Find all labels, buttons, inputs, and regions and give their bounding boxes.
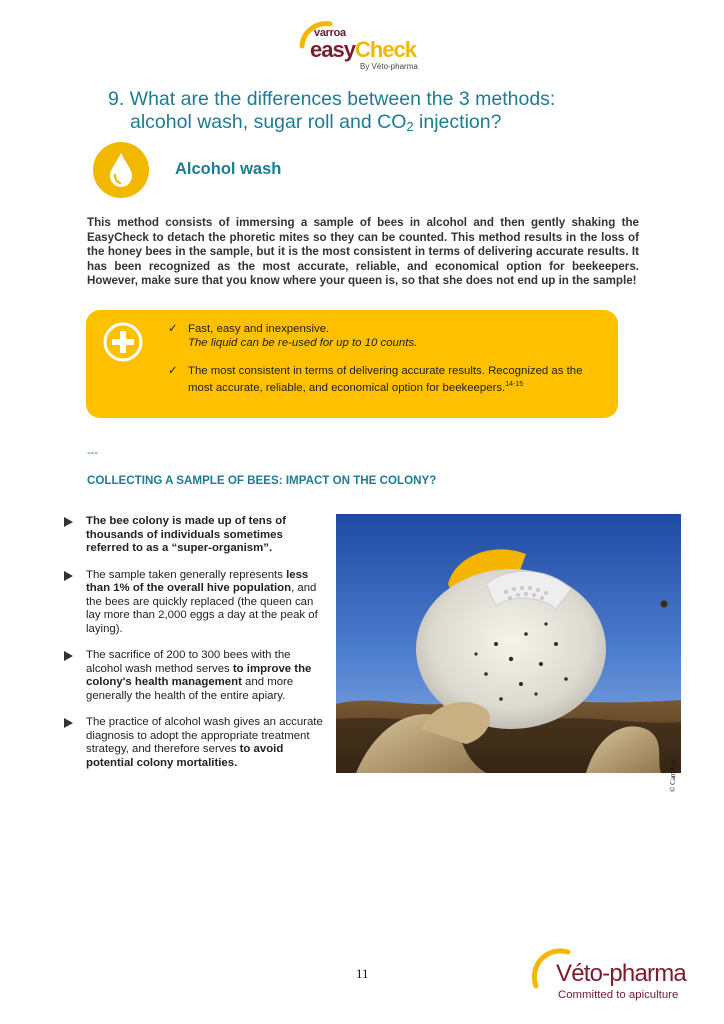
title-line-1: 9. What are the differences between the 3 methods: [108, 88, 556, 110]
list-item [64, 515, 326, 556]
easycheck-logo [296, 18, 426, 71]
logo-varroa-text: varroa [314, 27, 346, 39]
veto-pharma-logo [528, 946, 698, 1006]
logo-easy-text: easy [310, 37, 355, 62]
section-title: Alcohol wash [175, 160, 282, 178]
brand-tagline: Committed to apiculture [558, 989, 679, 1001]
list-item [64, 569, 326, 637]
bullet-text: , and the bees are quickly replaced (the queen can lay more than 2,000 eggs a day at the peak of laying). [86, 582, 318, 635]
separator: --- [87, 447, 98, 459]
bullet-text: The sacrifice of 200 to 300 bees with the alcohol wash method serves [86, 649, 291, 675]
check-icon: ✓ [168, 323, 178, 335]
advantage-item [168, 323, 588, 351]
title-line-2-post: injection? [413, 111, 502, 133]
bullet-triangle-icon [64, 651, 73, 661]
brand-name: Véto-pharma [556, 960, 686, 987]
advantages-list [168, 323, 588, 410]
advantage-item [168, 365, 588, 396]
page-number: 11 [356, 966, 369, 981]
list-item [64, 716, 326, 770]
check-icon: ✓ [168, 364, 178, 377]
bullet-text: and more generally the health of the entire apiary. [86, 676, 294, 702]
collecting-bullets [64, 515, 326, 783]
water-drop-icon [93, 142, 149, 198]
collecting-title: COLLECTING A SAMPLE OF BEES: IMPACT ON THE COLONY? [87, 474, 437, 487]
advantage-reference: 14-15 [505, 381, 524, 389]
page-title [108, 88, 668, 138]
bullet-triangle-icon [64, 517, 73, 527]
logo-wordmark [310, 37, 416, 63]
bullet-triangle-icon [64, 718, 73, 728]
title-line-2 [108, 111, 668, 138]
co2-subscript: 2 [406, 119, 414, 134]
logo-check-text: Check [354, 37, 416, 62]
bullet-triangle-icon [64, 571, 73, 581]
bullet-bold: less than 1% of the overall hive population [86, 568, 309, 594]
bullet-bold: to avoid potential colony mortalities. [86, 743, 284, 769]
logo-by-text: By Véto-pharma [360, 62, 418, 71]
advantage-sub: The liquid can be re-used for up to 10 counts. [188, 336, 418, 349]
advantage-main: The most consistent in terms of delivering accurate results. Recognized as the most accurate, reliable, and economical option for beekeepers. [188, 364, 583, 395]
plus-icon [103, 322, 143, 362]
bullet-text: The bee colony is made up of tens of thousands of individuals sometimes referred to as a “super-organism”. [86, 515, 286, 554]
easycheck-photo [336, 514, 681, 792]
bullet-text: The practice of alcohol wash gives an accurate diagnosis to adopt the appropriate treatment strategy, and therefore serves [86, 716, 323, 755]
intro-paragraph: This method consists of immersing a sample of bees in alcohol and then gently shaking the EasyCheck to detach the phoretic mites so they can be counted. This method results in the loss of the honey bees in the sample, but it is the most consistent in terms of delivering accurate results. It has been recognized as the most accurate, reliable, and economical option for beekeepers. However, make sure that you know where your queen is, so that she does not end up in the sample! [87, 216, 639, 288]
list-item [64, 649, 326, 703]
advantage-main: Fast, easy and inexpensive. [188, 323, 330, 335]
bullet-text: The sample taken generally represents [86, 568, 287, 581]
bullet-bold: to improve the colony's health management [86, 662, 312, 688]
title-line-2-pre: alcohol wash, sugar roll and CO [130, 111, 407, 133]
photo-credit: © Cam Lay [669, 759, 677, 792]
